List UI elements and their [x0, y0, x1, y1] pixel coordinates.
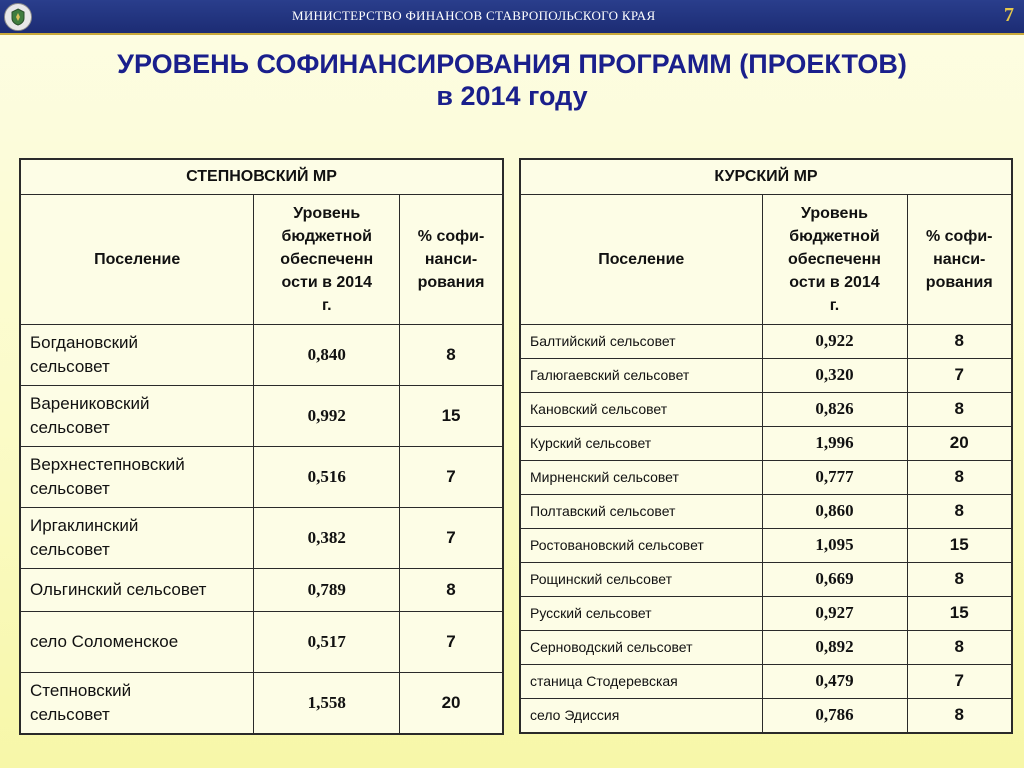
- settlement-name: Кановский сельсовет: [520, 392, 762, 426]
- table-row: [520, 664, 1012, 698]
- table-row: [20, 672, 503, 734]
- table-row: [520, 392, 1012, 426]
- ministry-name: МИНИСТЕРСТВО ФИНАНСОВ СТАВРОПОЛЬСКОГО КРАЯ: [292, 8, 656, 23]
- budget-level: 0,840: [254, 324, 400, 385]
- settlement-name: Галюгаевский сельсовет: [520, 358, 762, 392]
- table-row: [520, 460, 1012, 494]
- cofinancing-pct: 7: [907, 664, 1012, 698]
- table-row: [520, 494, 1012, 528]
- budget-level: 0,992: [254, 385, 400, 446]
- table-row: [520, 358, 1012, 392]
- budget-level: 0,479: [762, 664, 907, 698]
- table-row: [520, 698, 1012, 733]
- cofinancing-pct: 8: [907, 698, 1012, 733]
- budget-level: 0,382: [254, 507, 400, 568]
- budget-level: 1,558: [254, 672, 400, 734]
- settlement-name: Богдановский сельсовет: [20, 324, 254, 385]
- table-row: [20, 385, 503, 446]
- budget-level: 0,669: [762, 562, 907, 596]
- budget-level: 0,789: [254, 568, 400, 611]
- budget-level: 0,922: [762, 324, 907, 358]
- cofinancing-pct: 8: [907, 494, 1012, 528]
- settlement-name: село Эдиссия: [520, 698, 762, 733]
- table-row: [520, 630, 1012, 664]
- slide-number: 7: [1004, 4, 1014, 26]
- budget-level: 0,786: [762, 698, 907, 733]
- cofinancing-pct: 8: [907, 562, 1012, 596]
- cofinancing-pct: 8: [907, 392, 1012, 426]
- table-row: [20, 611, 503, 672]
- level-column-header: Уровень бюджетной обеспеченн ости в 2014 г.: [762, 194, 907, 324]
- settlement-name: станица Стодеревская: [520, 664, 762, 698]
- settlement-column-header: Поселение: [520, 194, 762, 324]
- cofinancing-pct: 15: [400, 385, 503, 446]
- table-row: [520, 426, 1012, 460]
- cofinancing-pct: 7: [400, 446, 503, 507]
- settlement-name: село Соломенское: [20, 611, 254, 672]
- column-header-row: [20, 194, 503, 324]
- column-header-row: [520, 194, 1012, 324]
- budget-level: 1,095: [762, 528, 907, 562]
- cofinancing-pct: 8: [907, 630, 1012, 664]
- district-header: КУРСКИЙ МР: [520, 159, 1012, 194]
- cofinancing-pct: 8: [907, 460, 1012, 494]
- settlement-name: Ольгинский сельсовет: [20, 568, 254, 611]
- cofinancing-pct: 8: [907, 324, 1012, 358]
- budget-level: 0,517: [254, 611, 400, 672]
- settlement-name: Курский сельсовет: [520, 426, 762, 460]
- settlement-name: Варениковский сельсовет: [20, 385, 254, 446]
- header-bar: [0, 0, 1024, 35]
- settlement-column-header: Поселение: [20, 194, 254, 324]
- settlement-name: Мирненский сельсовет: [520, 460, 762, 494]
- cofinancing-pct: 8: [400, 324, 503, 385]
- page-title: УРОВЕНЬ СОФИНАНСИРОВАНИЯ ПРОГРАММ (ПРОЕКТОВ): [117, 49, 907, 79]
- cofinancing-pct: 15: [907, 528, 1012, 562]
- budget-level: 0,927: [762, 596, 907, 630]
- cofinancing-pct: 7: [907, 358, 1012, 392]
- cofinancing-pct: 20: [400, 672, 503, 734]
- settlement-name: Балтийский сельсовет: [520, 324, 762, 358]
- budget-level: 0,826: [762, 392, 907, 426]
- table-row: [20, 507, 503, 568]
- table-row: [20, 446, 503, 507]
- settlement-name: Иргаклинский сельсовет: [20, 507, 254, 568]
- budget-level: 0,892: [762, 630, 907, 664]
- emblem-icon: [4, 3, 32, 31]
- budget-level: 0,516: [254, 446, 400, 507]
- budget-level: 1,996: [762, 426, 907, 460]
- budget-level: 0,320: [762, 358, 907, 392]
- cofinancing-pct: 7: [400, 611, 503, 672]
- settlement-name: Степновский сельсовет: [20, 672, 254, 734]
- budget-level: 0,860: [762, 494, 907, 528]
- page-subtitle: в 2014 году: [436, 81, 588, 111]
- right-district-table: [519, 158, 1013, 734]
- settlement-name: Серноводский сельсовет: [520, 630, 762, 664]
- left-district-table: [19, 158, 504, 735]
- settlement-name: Полтавский сельсовет: [520, 494, 762, 528]
- settlement-name: Русский сельсовет: [520, 596, 762, 630]
- pct-column-header: % софи- нанси- рования: [907, 194, 1012, 324]
- settlement-name: Ростовановский сельсовет: [520, 528, 762, 562]
- settlement-name: Верхнестепновский сельсовет: [20, 446, 254, 507]
- table-row: [520, 528, 1012, 562]
- cofinancing-pct: 8: [400, 568, 503, 611]
- table-row: [520, 324, 1012, 358]
- cofinancing-pct: 15: [907, 596, 1012, 630]
- cofinancing-pct: 7: [400, 507, 503, 568]
- table-row: [520, 562, 1012, 596]
- settlement-name: Рощинский сельсовет: [520, 562, 762, 596]
- table-row: [20, 324, 503, 385]
- table-row: [20, 568, 503, 611]
- pct-column-header: % софи- нанси- рования: [400, 194, 503, 324]
- budget-level: 0,777: [762, 460, 907, 494]
- cofinancing-pct: 20: [907, 426, 1012, 460]
- level-column-header: Уровень бюджетной обеспеченн ости в 2014 г.: [254, 194, 400, 324]
- table-row: [520, 596, 1012, 630]
- district-header: СТЕПНОВСКИЙ МР: [20, 159, 503, 194]
